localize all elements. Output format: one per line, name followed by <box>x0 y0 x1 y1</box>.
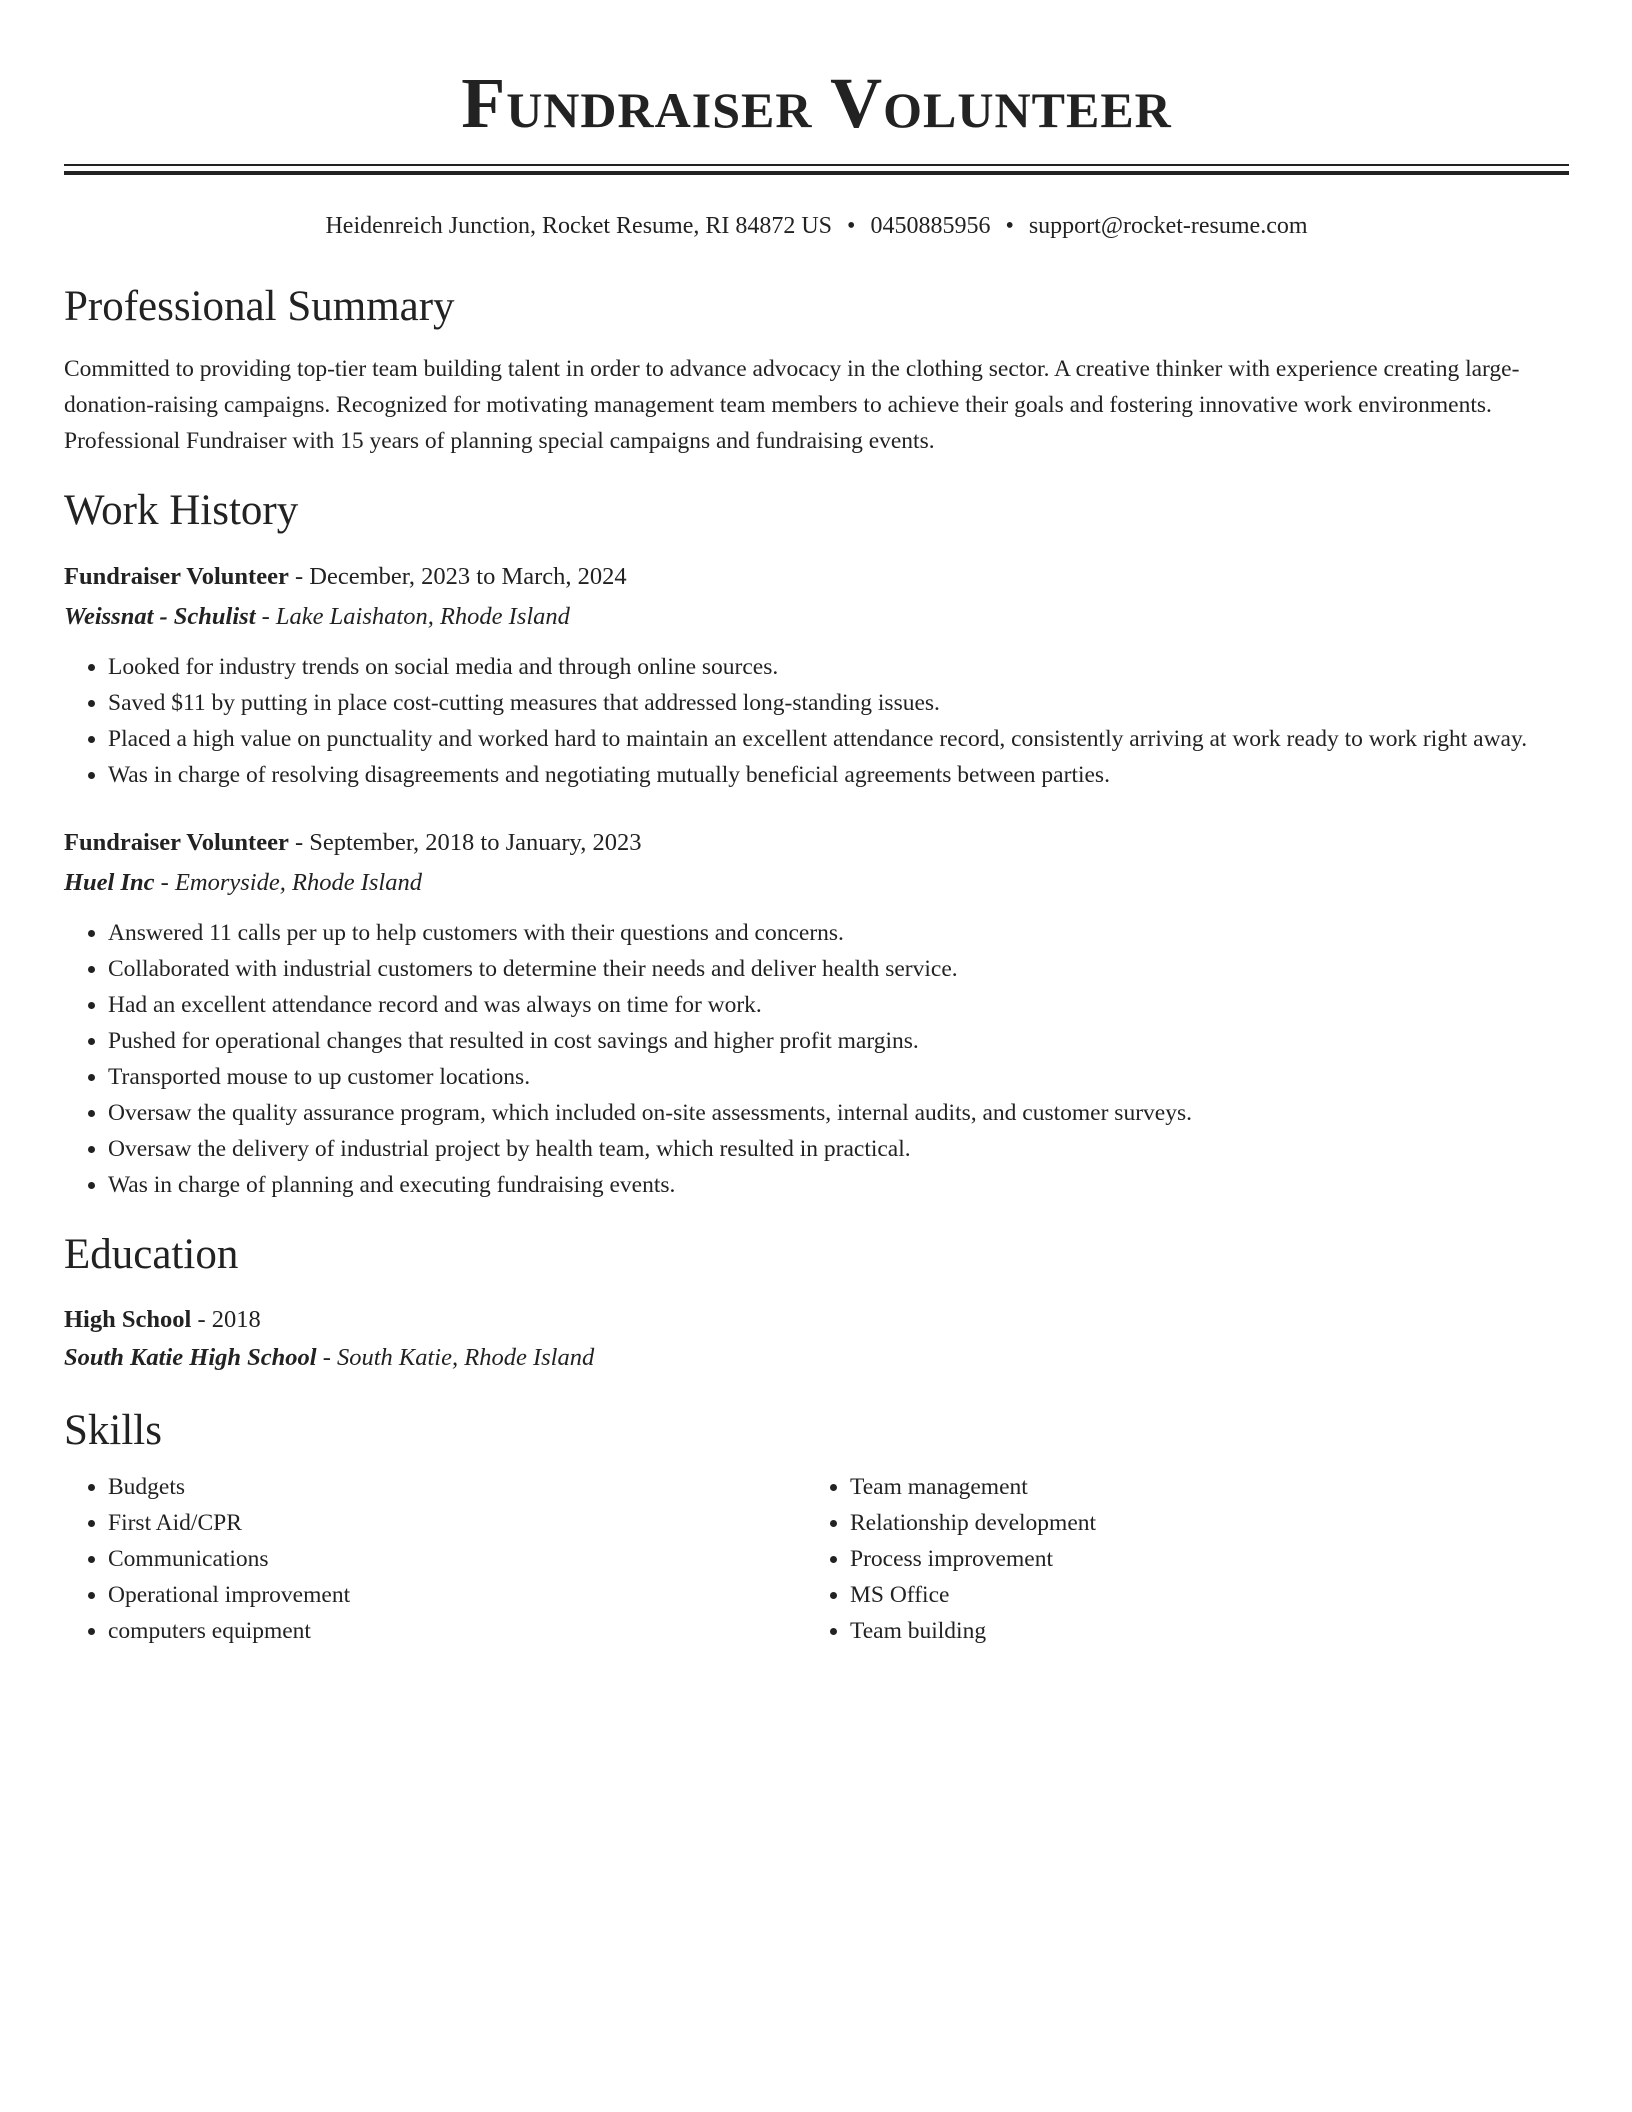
job-company: Huel Inc <box>64 869 155 896</box>
skill-item: • computers equipment <box>108 1613 806 1649</box>
job-bullets <box>64 649 1569 793</box>
education-school: South Katie High School <box>64 1344 317 1371</box>
job-company: Weissnat - Schulist <box>64 603 256 630</box>
education-degree-line <box>64 1301 1569 1339</box>
contact-address: Heidenreich Junction, Rocket Resume, RI 84872 US <box>325 213 833 239</box>
skill-item: • Team management <box>850 1469 1548 1505</box>
header-divider-thin <box>64 164 1569 166</box>
job-location: - Emoryside, Rhode Island <box>154 869 422 896</box>
skills-column-right <box>806 1469 1548 1649</box>
job-bullet: • Pushed for operational changes that resulted in cost savings and higher profit margins. <box>108 1023 1569 1059</box>
job-bullet: • Was in charge of resolving disagreements and negotiating mutually beneficial agreements between parties. <box>108 757 1569 793</box>
skill-item: • MS Office <box>850 1577 1548 1613</box>
job-entry <box>64 823 1569 1203</box>
contact-separator: • <box>1005 213 1014 239</box>
contact-email: support@rocket-resume.com <box>1028 213 1308 239</box>
skill-item: • Communications <box>108 1541 806 1577</box>
job-bullet: • Had an excellent attendance record and was always on time for work. <box>108 987 1569 1023</box>
skill-item: • Relationship development <box>850 1505 1548 1541</box>
skill-item: • Budgets <box>108 1469 806 1505</box>
summary-text: Committed to providing top-tier team building talent in order to advance advocacy in the clothing sector. A creative thinker with experience creating large-donation-raising campaigns. Recognized for motivating management team members to achieve their goals and fostering innovative work environments. Professional Fundraiser with 15 years of planning special campaigns and fundraising events. <box>64 356 1520 454</box>
skills-heading: Skills <box>64 1407 162 1454</box>
contact-separator: • <box>847 213 856 239</box>
header-divider-thick <box>64 171 1569 175</box>
contact-line <box>64 211 1569 241</box>
job-entry <box>64 557 1569 793</box>
summary-heading: Professional Summary <box>64 283 455 330</box>
job-location: - Lake Laishaton, Rhode Island <box>255 603 570 630</box>
education-school-line <box>64 1339 1569 1377</box>
job-bullet: • Was in charge of planning and executing fundraising events. <box>108 1167 1569 1203</box>
skills-list <box>64 1469 1569 1649</box>
job-bullet: • Collaborated with industrial customers to determine their needs and deliver health service. <box>108 951 1569 987</box>
skill-item: • First Aid/CPR <box>108 1505 806 1541</box>
job-bullet: • Answered 11 calls per up to help customers with their questions and concerns. <box>108 915 1569 951</box>
job-bullets <box>64 915 1569 1203</box>
skills-column-left <box>64 1469 806 1649</box>
education-year: - 2018 <box>191 1306 261 1333</box>
job-bullet: • Transported mouse to up customer locations. <box>108 1059 1569 1095</box>
job-bullet: • Oversaw the quality assurance program, which included on-site assessments, internal audits, and customer surveys. <box>108 1095 1569 1131</box>
education-heading: Education <box>64 1231 239 1278</box>
job-heading <box>64 557 1569 597</box>
contact-phone: 0450885956 <box>870 213 991 239</box>
job-dates: - December, 2023 to March, 2024 <box>288 563 627 590</box>
job-employer <box>64 863 1569 903</box>
job-role: Fundraiser Volunteer <box>64 563 289 590</box>
job-bullet: • Oversaw the delivery of industrial project by health team, which resulted in practical. <box>108 1131 1569 1167</box>
resume-page <box>64 0 1569 1649</box>
work-history-heading: Work History <box>64 487 299 534</box>
education-degree: High School <box>64 1306 192 1333</box>
job-bullet: • Placed a high value on punctuality and worked hard to maintain an excellent attendance record, consistently arriving at work ready to work right away. <box>108 721 1569 757</box>
resume-name: Fundraiser Volunteer <box>461 63 1172 143</box>
skill-item: • Team building <box>850 1613 1548 1649</box>
job-employer <box>64 597 1569 637</box>
skill-item: • Operational improvement <box>108 1577 806 1613</box>
job-heading <box>64 823 1569 863</box>
education-location: - South Katie, Rhode Island <box>316 1344 595 1371</box>
job-role: Fundraiser Volunteer <box>64 829 289 856</box>
job-bullet: • Saved $11 by putting in place cost-cutting measures that addressed long-standing issues. <box>108 685 1569 721</box>
job-dates: - September, 2018 to January, 2023 <box>288 829 642 856</box>
skill-item: • Process improvement <box>850 1541 1548 1577</box>
job-bullet: • Looked for industry trends on social media and through online sources. <box>108 649 1569 685</box>
